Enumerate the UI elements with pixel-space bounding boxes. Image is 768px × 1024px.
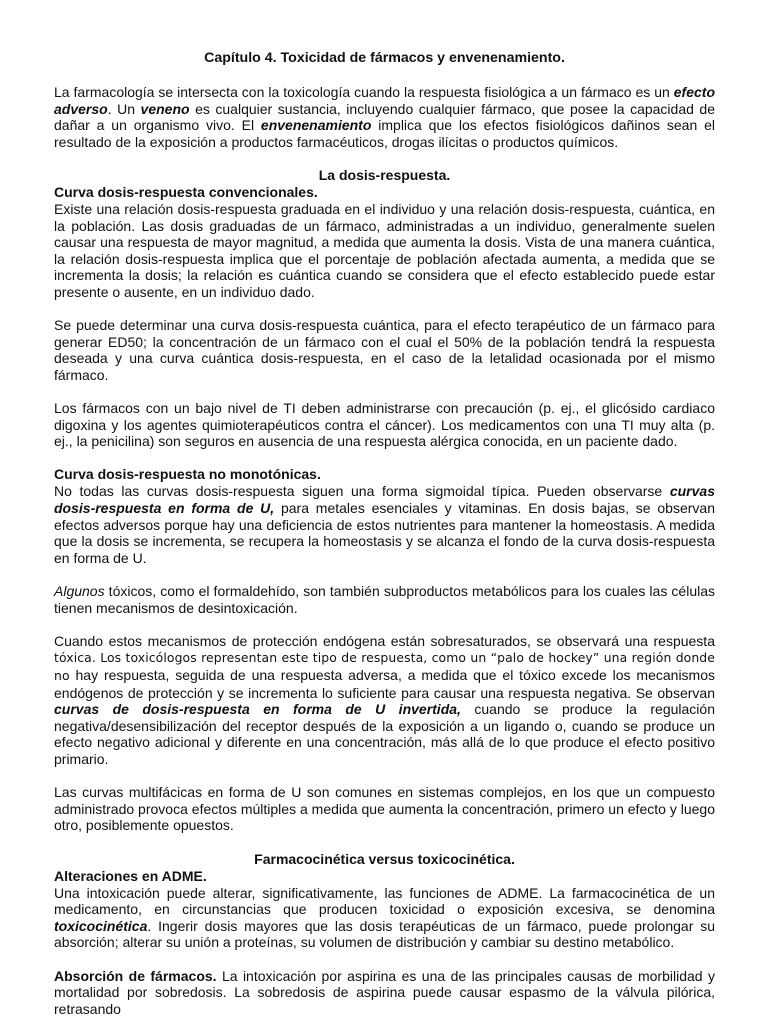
spacer [54,566,715,583]
conventional-paragraph-1: Existe una relación dosis-respuesta graduada en el individuo y una relación dosis-respuesta, cuántica, en la población. Las dosis graduadas de un fármaco, administradas a un individuo, generalmente suelen causar una respuesta de mayor magnitud, a medida que aumenta la dosis. Vista de una manera cuántica, la relación dosis-respuesta implica que el porcentaje de población afectada aumenta, a medida que se incrementa la dosis; la relación es cuántica cuando se considera que el efecto establecido puede estar presente o ausente, en un individuo dado. [54,200,715,300]
adme-text-2: . Ingerir dosis mayores que las dosis terapéuticas de un fármaco, puede prolongar su absorción; alterar su unión a proteínas, su volumen de distribución y cambiar su destino metabólico. [54,917,715,951]
spacer [54,150,715,167]
nonmono2-text: tóxicos, como el formaldehído, son también subproductos metabólicos para los cuales las células tienen mecanismos de desintoxicación. [54,583,715,616]
term-curvas-u: curvas dosis-respuesta en forma de U, [54,483,715,517]
spacer [54,951,715,968]
absorption-text: La intoxicación por aspirina es una de las principales causas de morbilidad y mortalidad por sobredosis. La sobredosis de aspirina puede causar espasmo de la válvula pilórica, retrasando [54,967,715,1017]
term-efecto-adverso: efecto adverso [54,84,715,117]
subheading-no-monotonicas: Curva dosis-respuesta no monotónicas. [54,466,321,483]
term-u-invertida: curvas de dosis-respuesta en forma de U invertida, [54,701,461,718]
intro-text-2: . Un [107,100,141,117]
term-veneno: veneno [140,100,190,117]
nonmono3-text-hockey: tóxica. Los toxicólogos representan este tipo de respuesta, como un “palo de hockey” una región donde no [54,650,715,683]
adme-text-1: Una intoxicación puede alterar, significativamente, las funciones de ADME. La farmacocinética de un medicamento, en circunstancias que producen toxicidad o exposición excesiva, se denomina [54,884,715,918]
intro-text-3: es cualquier sustancia, incluyendo cualquier fármaco, que posee la capacidad de dañar a un organismo vivo. El [54,100,715,134]
nonmonotonic-paragraph-1 [54,483,715,566]
chapter-title: Capítulo 4. Toxicidad de fármacos y envenenamiento. [204,50,565,66]
nonmono-text-1: No todas las curvas dosis-respuesta siguen una forma sigmoidal típica. Pueden observarse [54,483,670,500]
nonmonotonic-paragraph-2 [54,583,715,616]
subheading-adme: Alteraciones en ADME. [54,867,207,884]
spacer [54,616,715,633]
section-heading-dosis-respuesta: La dosis-respuesta. [318,166,451,183]
spacer [54,834,715,851]
term-algunos: Algunos [54,583,105,600]
absorption-label: Absorción de fármacos. [54,967,217,984]
nonmono3-text-3: cuando se produce la regulación negativa/desensibilización del receptor después de la exposición a un ligando o, cuando se produce un efecto negativo adicional y diferente en una concentración, más allá de lo que produce el efecto positivo primario. [54,701,715,767]
nonmonotonic-paragraph-4: Las curvas multifácicas en forma de U son comunes en sistemas complejos, en los que un compuesto administrado provoca efectos múltiples a medida que aumenta la concentración, primero un efecto y luego otro, posiblemente opuestos. [54,784,715,834]
conventional-paragraph-2: Se puede determinar una curva dosis-respuesta cuántica, para el efecto terapéutico de un fármaco para generar ED50; la concentración de un fármaco con el cual el 50% de la población tendrá la respuesta deseada y una curva cuántica dosis-respuesta, en el caso de la letalidad ocasionada por el mismo fármaco. [54,317,715,383]
nonmono3-text-2: hay respuesta, seguida de una respuesta adversa, a medida que el tóxico excede los mecanismos endógenos de protección y se incrementa lo suficiente para causar una respuesta negativa. Se observan [54,667,715,701]
spacer [54,450,715,467]
section-heading-farmacocinetica: Farmacocinética versus toxicocinética. [254,850,515,867]
spacer [54,384,715,401]
nonmono-text-2: para metales esenciales y vitaminas. En dosis bajas, se observan efectos adversos porque hay una deficiencia de estos nutrientes para mantener la homeostasis. A medida que la dosis se incrementa, se recupera la homeostasis y se alcanza el fondo de la curva dosis-respuesta en forma de U. [54,500,715,566]
intro-paragraph [54,84,715,150]
term-envenenamiento: envenenamiento [260,117,372,134]
nonmonotonic-paragraph-3 [54,633,715,768]
intro-text-4: implica que los efectos fisiológicos dañinos sean el resultado de la exposición a productos farmacéuticos, drogas ilícitas o productos químicos. [54,117,715,150]
absorption-paragraph [54,968,715,1018]
adme-paragraph [54,885,715,951]
nonmono3-text-1: Cuando estos mecanismos de protección endógena están sobresaturados, se observará una respuesta [54,632,715,649]
term-toxicocinetica: toxicocinética [54,917,148,934]
intro-text-1: La farmacología se intersecta con la toxicología cuando la respuesta fisiológica a un fármaco es un [54,84,674,100]
conventional-paragraph-3: Los fármacos con un bajo nivel de TI deben administrarse con precaución (p. ej., el glicósido cardiaco digoxina y los agentes quimioterapéuticos contra el cáncer). Los medicamentos con una TI muy alta (p. ej., la penicilina) son seguros en ausencia de una respuesta alérgica conocida, en un paciente dado. [54,400,715,450]
spacer [54,301,715,318]
spacer [54,768,715,785]
subheading-convencionales: Curva dosis-respuesta convencionales. [54,183,318,200]
